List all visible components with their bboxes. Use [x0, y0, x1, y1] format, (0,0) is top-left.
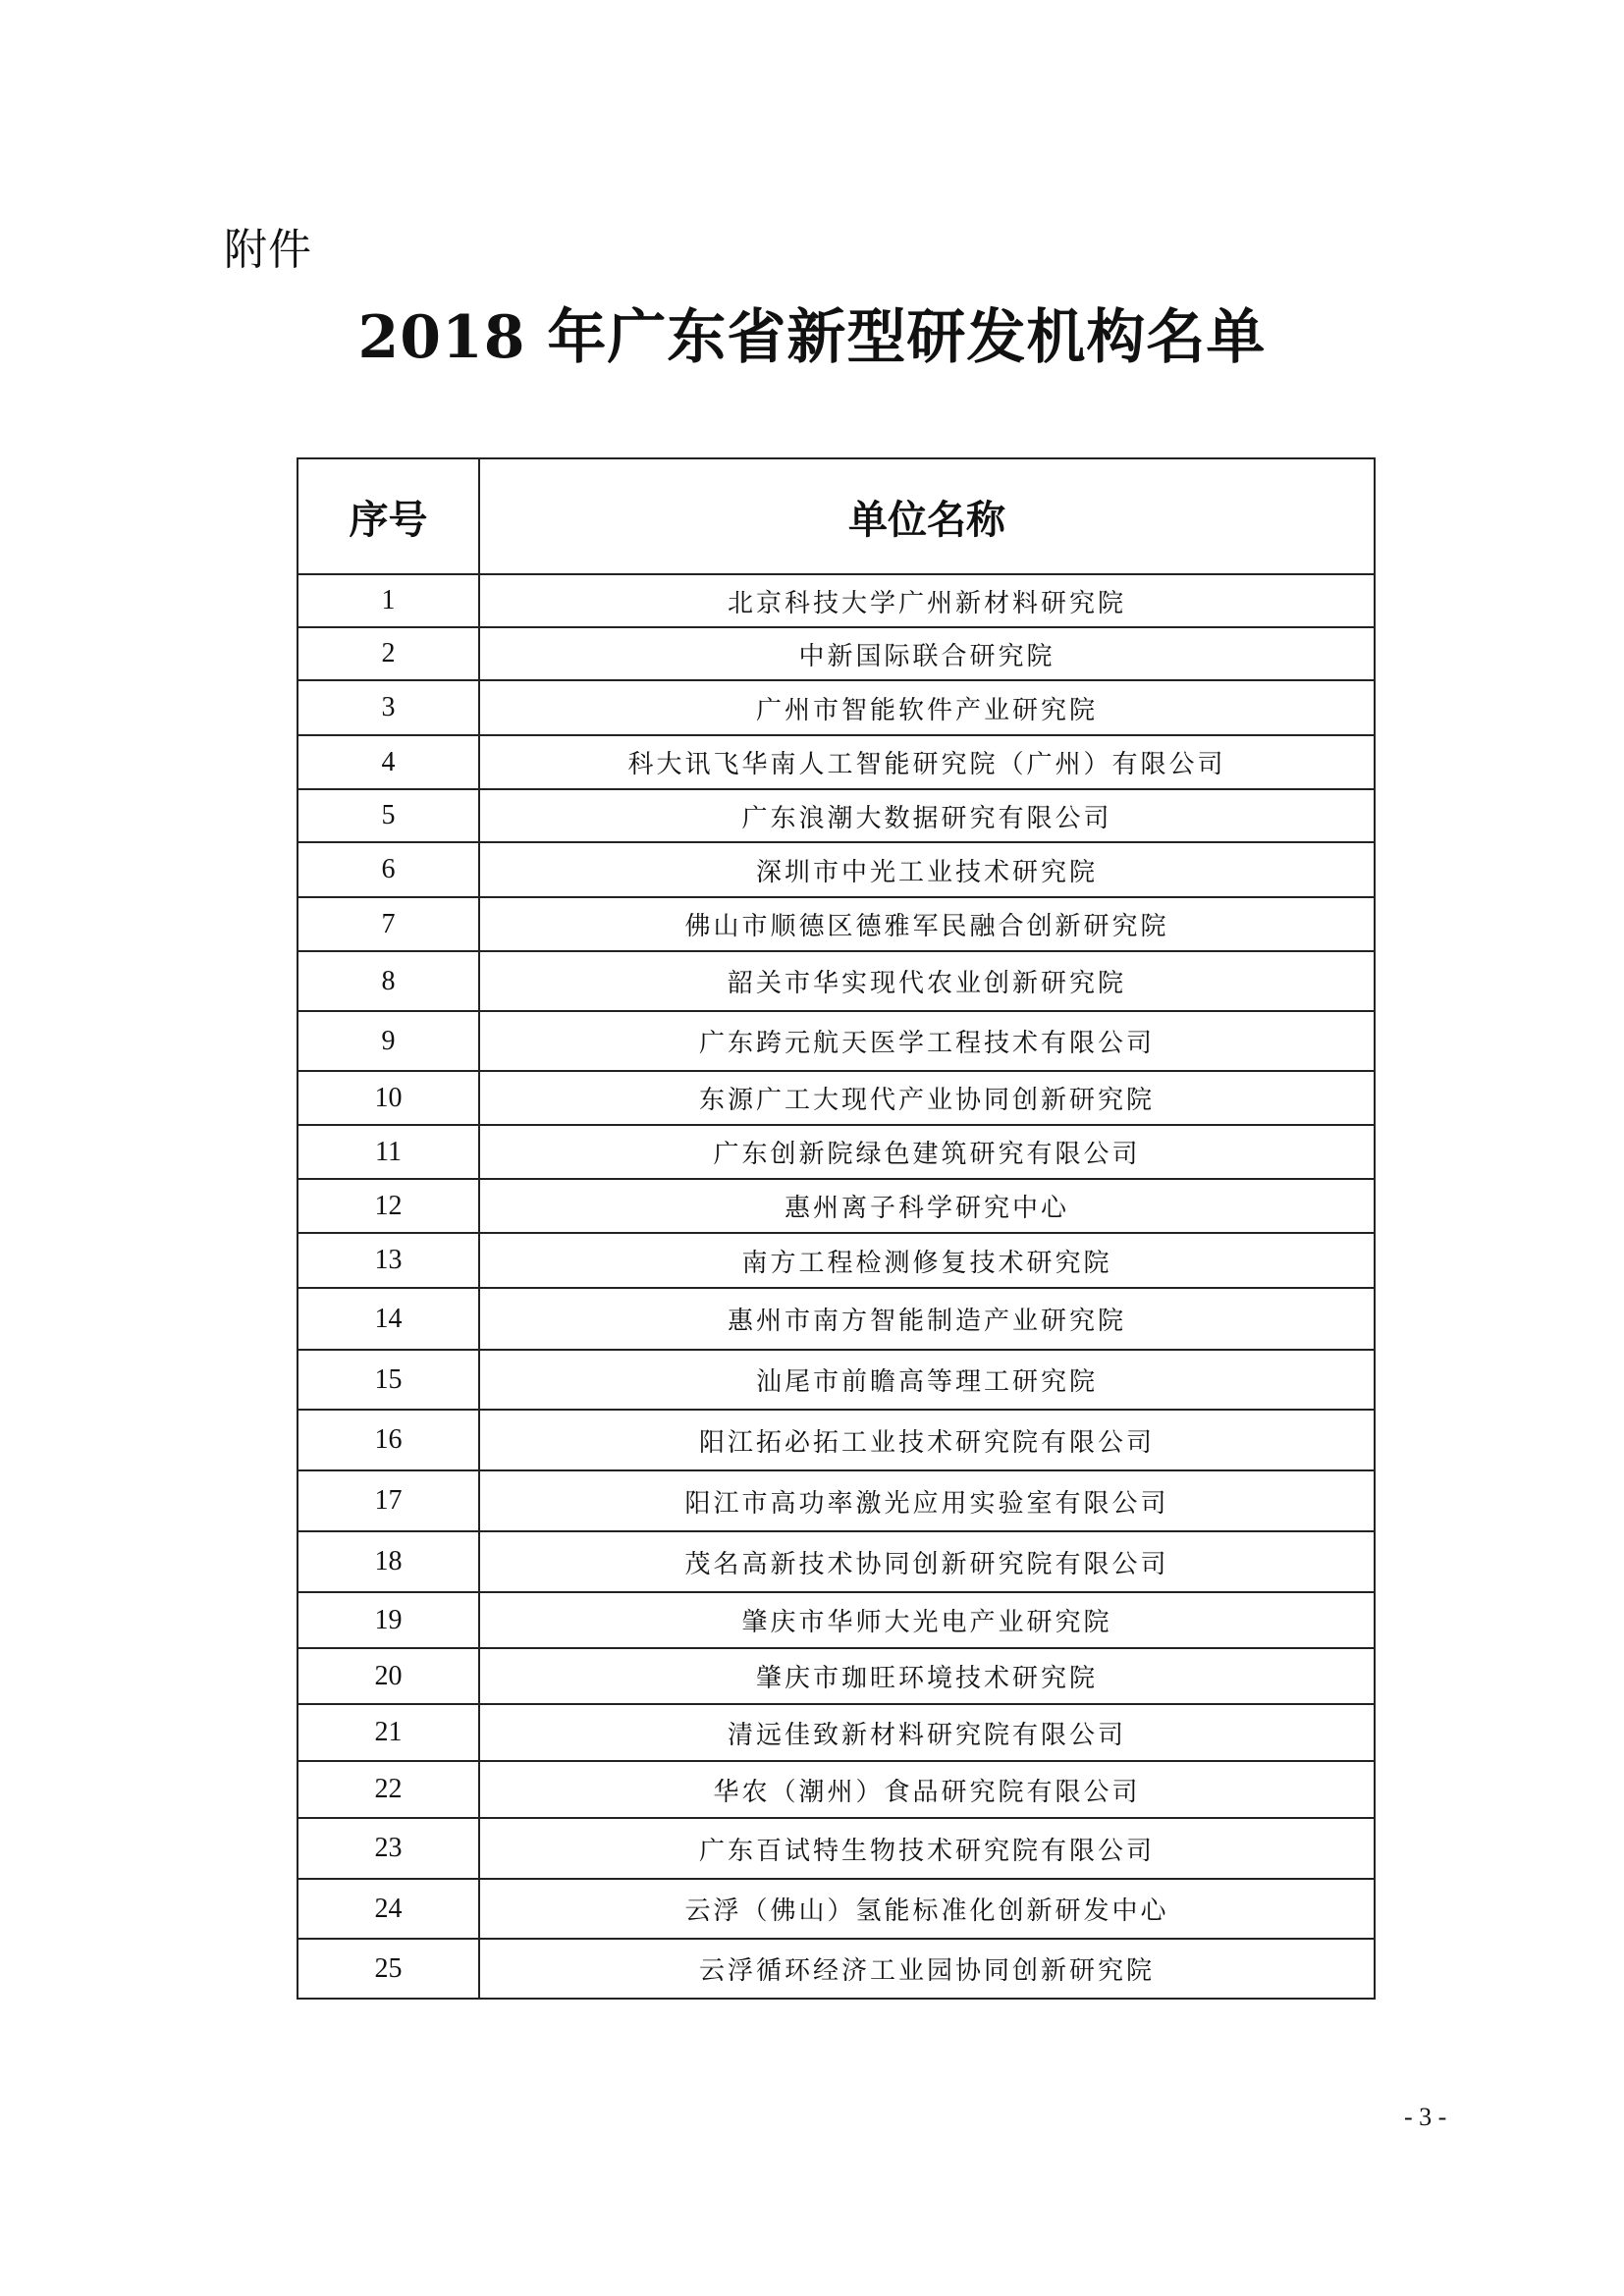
- table-row: [298, 1704, 1375, 1761]
- row-serial-number: 6: [298, 842, 479, 897]
- row-unit-name: 阳江拓必拓工业技术研究院有限公司: [479, 1410, 1375, 1470]
- row-unit-name: 南方工程检测修复技术研究院: [479, 1233, 1375, 1288]
- row-serial-number: 12: [298, 1179, 479, 1233]
- row-unit-name: 科大讯飞华南人工智能研究院（广州）有限公司: [479, 735, 1375, 789]
- row-unit-name: 广东浪潮大数据研究有限公司: [479, 789, 1375, 842]
- row-unit-name: 深圳市中光工业技术研究院: [479, 842, 1375, 897]
- row-serial-number: 22: [298, 1761, 479, 1818]
- table-row: [298, 789, 1375, 842]
- table-row: [298, 680, 1375, 735]
- table-row: [298, 1233, 1375, 1288]
- institution-table: [297, 457, 1376, 2000]
- row-unit-name: 华农（潮州）食品研究院有限公司: [479, 1761, 1375, 1818]
- row-serial-number: 15: [298, 1350, 479, 1410]
- row-serial-number: 8: [298, 951, 479, 1011]
- row-unit-name: 惠州离子科学研究中心: [479, 1179, 1375, 1233]
- row-serial-number: 21: [298, 1704, 479, 1761]
- row-unit-name: 肇庆市华师大光电产业研究院: [479, 1592, 1375, 1648]
- row-serial-number: 17: [298, 1470, 479, 1531]
- table-row: [298, 1818, 1375, 1879]
- table-row: [298, 1648, 1375, 1704]
- table-header-row: [298, 458, 1375, 574]
- row-serial-number: 13: [298, 1233, 479, 1288]
- row-unit-name: 惠州市南方智能制造产业研究院: [479, 1288, 1375, 1350]
- table-row: [298, 1879, 1375, 1939]
- row-unit-name: 广东创新院绿色建筑研究有限公司: [479, 1125, 1375, 1179]
- row-unit-name: 茂名高新技术协同创新研究院有限公司: [479, 1531, 1375, 1592]
- table-row: [298, 1125, 1375, 1179]
- table-body: [298, 574, 1375, 1999]
- table-row: [298, 1288, 1375, 1350]
- row-serial-number: 7: [298, 897, 479, 951]
- row-serial-number: 20: [298, 1648, 479, 1704]
- table-row: [298, 1470, 1375, 1531]
- row-unit-name: 佛山市顺德区德雅军民融合创新研究院: [479, 897, 1375, 951]
- row-serial-number: 14: [298, 1288, 479, 1350]
- row-unit-name: 云浮（佛山）氢能标准化创新研发中心: [479, 1879, 1375, 1939]
- row-serial-number: 24: [298, 1879, 479, 1939]
- row-serial-number: 11: [298, 1125, 479, 1179]
- table-row: [298, 1410, 1375, 1470]
- row-serial-number: 2: [298, 627, 479, 680]
- row-serial-number: 23: [298, 1818, 479, 1879]
- table-row: [298, 1939, 1375, 1999]
- table-row: [298, 951, 1375, 1011]
- row-unit-name: 云浮循环经济工业园协同创新研究院: [479, 1939, 1375, 1999]
- row-serial-number: 1: [298, 574, 479, 627]
- row-unit-name: 东源广工大现代产业协同创新研究院: [479, 1071, 1375, 1125]
- table-row: [298, 574, 1375, 627]
- row-unit-name: 中新国际联合研究院: [479, 627, 1375, 680]
- table-row: [298, 1071, 1375, 1125]
- table-row: [298, 1179, 1375, 1233]
- table-row: [298, 1761, 1375, 1818]
- row-serial-number: 5: [298, 789, 479, 842]
- header-serial-number: 序号: [298, 458, 479, 574]
- row-serial-number: 10: [298, 1071, 479, 1125]
- row-unit-name: 清远佳致新材料研究院有限公司: [479, 1704, 1375, 1761]
- row-unit-name: 韶关市华实现代农业创新研究院: [479, 951, 1375, 1011]
- row-serial-number: 4: [298, 735, 479, 789]
- table-row: [298, 1531, 1375, 1592]
- table-row: [298, 1011, 1375, 1071]
- row-unit-name: 肇庆市珈旺环境技术研究院: [479, 1648, 1375, 1704]
- table-row: [298, 842, 1375, 897]
- row-unit-name: 北京科技大学广州新材料研究院: [479, 574, 1375, 627]
- table-row: [298, 1350, 1375, 1410]
- table-row: [298, 897, 1375, 951]
- header-unit-name: 单位名称: [479, 458, 1375, 574]
- document-title: 2018 年广东省新型研发机构名单: [357, 303, 1267, 372]
- attachment-label: 附件: [224, 225, 312, 275]
- row-unit-name: 汕尾市前瞻高等理工研究院: [479, 1350, 1375, 1410]
- row-serial-number: 19: [298, 1592, 479, 1648]
- table-row: [298, 627, 1375, 680]
- row-serial-number: 16: [298, 1410, 479, 1470]
- row-serial-number: 18: [298, 1531, 479, 1592]
- table-row: [298, 735, 1375, 789]
- row-serial-number: 25: [298, 1939, 479, 1999]
- row-serial-number: 3: [298, 680, 479, 735]
- row-unit-name: 广东跨元航天医学工程技术有限公司: [479, 1011, 1375, 1071]
- row-unit-name: 广东百试特生物技术研究院有限公司: [479, 1818, 1375, 1879]
- row-unit-name: 广州市智能软件产业研究院: [479, 680, 1375, 735]
- row-unit-name: 阳江市高功率激光应用实验室有限公司: [479, 1470, 1375, 1531]
- row-serial-number: 9: [298, 1011, 479, 1071]
- page-number: - 3 -: [1404, 2103, 1447, 2131]
- table-row: [298, 1592, 1375, 1648]
